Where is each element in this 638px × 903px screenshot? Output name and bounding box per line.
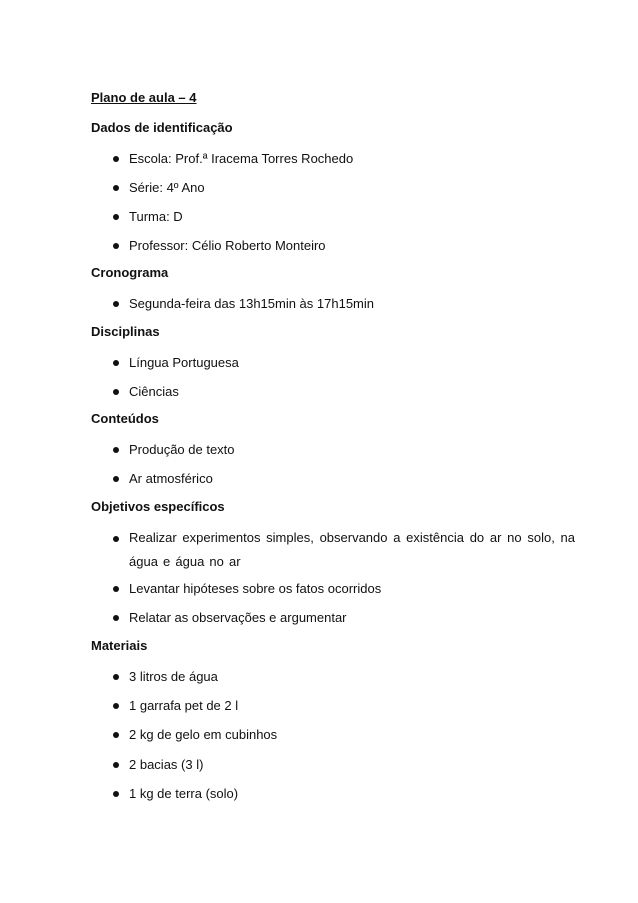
bullet-icon — [113, 389, 119, 395]
document-title: Plano de aula – 4 — [91, 90, 197, 105]
section-heading-disciplinas: Disciplinas — [91, 324, 160, 339]
bullet-icon — [113, 156, 119, 162]
list-item-text: Relatar as observações e argumentar — [129, 610, 347, 625]
bullet-icon — [113, 301, 119, 307]
list-item-text: Levantar hipóteses sobre os fatos ocorridos — [129, 581, 382, 596]
bullet-icon — [113, 214, 119, 220]
section-heading-cronograma: Cronograma — [91, 265, 169, 280]
section-heading-materiais: Materiais — [91, 638, 148, 653]
bullet-icon — [113, 536, 119, 542]
bullet-icon — [113, 476, 119, 482]
bullet-icon — [113, 674, 119, 680]
list-item-text: 1 kg de terra (solo) — [129, 786, 239, 801]
bullet-icon — [113, 185, 119, 191]
section-heading-identificacao: Dados de identificação — [91, 120, 233, 135]
section-heading-conteudos: Conteúdos — [91, 411, 159, 426]
list-item-text: Segunda-feira das 13h15min às 17h15min — [129, 296, 375, 311]
list-item-text: Professor: Célio Roberto Monteiro — [129, 238, 326, 253]
list-item-text: 2 kg de gelo em cubinhos — [129, 727, 278, 742]
list-item-text: Escola: Prof.ª Iracema Torres Rochedo — [129, 151, 354, 166]
list-item-text: Realizar experimentos simples, observando a existência do ar no solo, na água e água no ar — [129, 530, 575, 569]
section-heading-objetivos: Objetivos específicos — [91, 499, 225, 514]
bullet-icon — [113, 586, 119, 592]
bullet-icon — [113, 447, 119, 453]
list-item-text: Língua Portuguesa — [129, 355, 239, 370]
list-item-text: Produção de texto — [129, 442, 235, 457]
list-item-text: 1 garrafa pet de 2 l — [129, 698, 239, 713]
bullet-icon — [113, 732, 119, 738]
list-item-text: Ciências — [129, 384, 179, 399]
bullet-icon — [113, 243, 119, 249]
list-item-text: Ar atmosférico — [129, 471, 213, 486]
list-item-text: 3 litros de água — [129, 669, 218, 684]
bullet-icon — [113, 615, 119, 621]
bullet-icon — [113, 762, 119, 768]
bullet-icon — [113, 360, 119, 366]
list-item-text: Série: 4º Ano — [129, 180, 205, 195]
list-item-text: Turma: D — [129, 209, 183, 224]
bullet-icon — [113, 703, 119, 709]
bullet-icon — [113, 791, 119, 797]
list-item-text: 2 bacias (3 l) — [129, 757, 204, 772]
